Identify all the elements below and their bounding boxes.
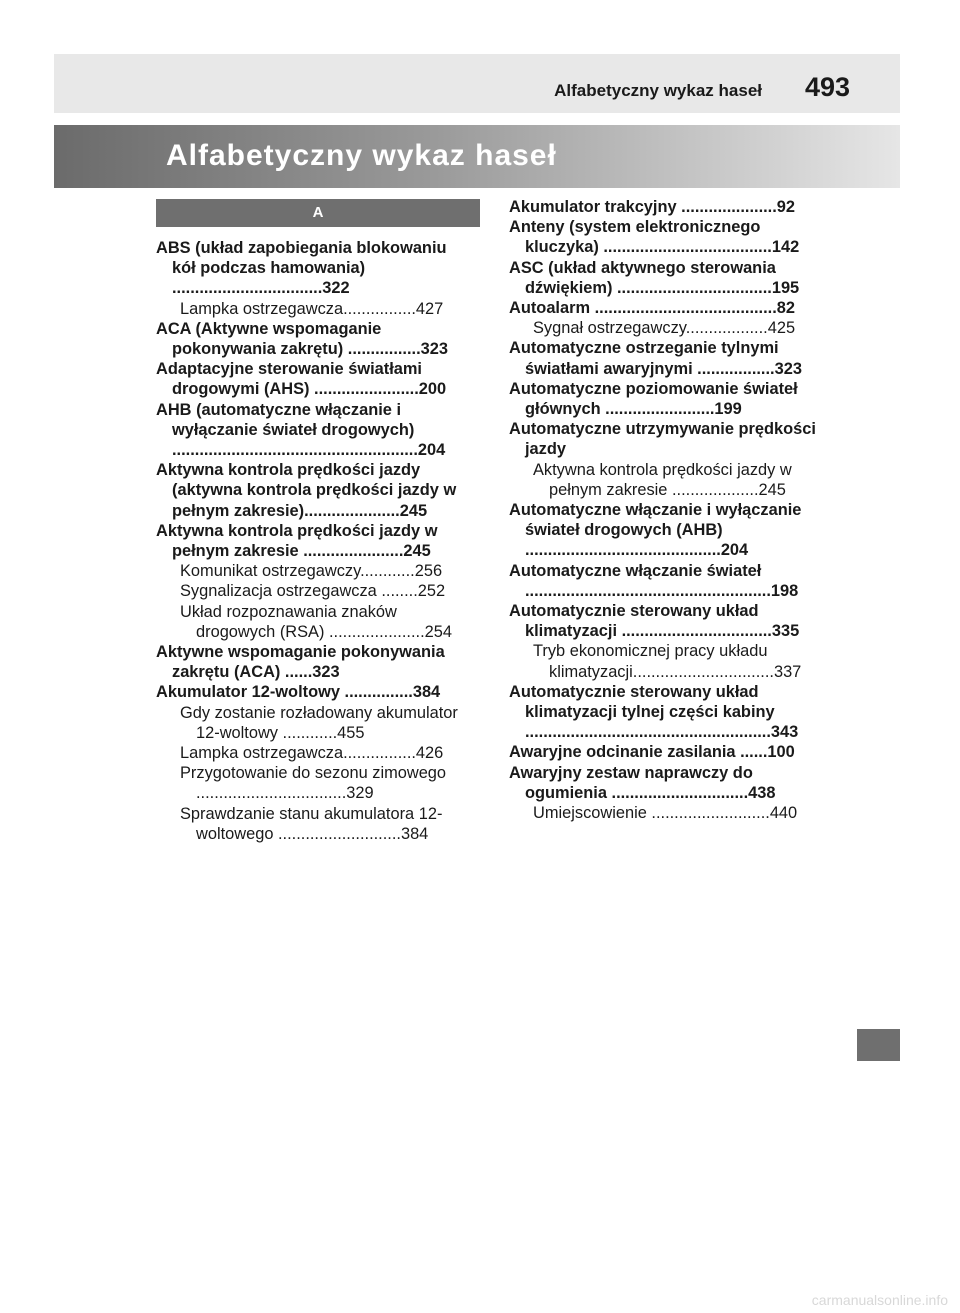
index-entry: Aktywna kontrola prędkości jazdy w pełnym zakresie ......................245 — [156, 521, 438, 561]
watermark: carmanualsonline.info — [811, 1292, 948, 1308]
banner-title: Alfabetyczny wykaz haseł — [166, 139, 557, 172]
index-entry: ABS (układ zapobiegania blokowaniu kół podczas hamowania) .................................322 — [156, 239, 447, 298]
index-entry: ACA (Aktywne wspomaganie pokonywania zakrętu) ................323 — [156, 319, 448, 359]
index-entry: Adaptacyjne sterowanie światłami drogowymi (AHS) .......................200 — [156, 360, 447, 399]
index-entry: Awaryjne odcinanie zasilania ......100 — [509, 743, 795, 762]
index-subentry: Komunikat ostrzegawczy............256 — [180, 562, 443, 581]
index-entry: Awaryjny zestaw naprawczy do ogumienia ..............................438 — [509, 763, 776, 802]
index-subentry: Sygnał ostrzegawczy..................425 — [533, 319, 796, 338]
index-entry: Autoalarm ........................................82 — [509, 299, 795, 318]
index-subentry: Aktywna kontrola prędkości jazdy w pełnym zakresie ...................245 — [533, 460, 792, 499]
header-title: Alfabetyczny wykaz haseł — [554, 81, 762, 100]
index-entry: Automatycznie sterowany układ klimatyzacji .................................335 — [509, 602, 800, 641]
index-entry: Aktywne wspomaganie pokonywania zakrętu (ACA) ......323 — [156, 643, 445, 682]
index-entry: Aktywna kontrola prędkości jazdy (aktywna kontrola prędkości jazdy w pełnym zakresie).....................245 — [156, 461, 457, 520]
index-subentry: Tryb ekonomicznej pracy układu klimatyzacji...............................337 — [533, 642, 802, 681]
index-entry: Automatyczne poziomowanie świateł głównych ........................199 — [509, 379, 798, 419]
index-entry: Automatycznie sterowany układ klimatyzacji tylnej części kabiny ......................................................343 — [509, 682, 799, 742]
index-subentry: Układ rozpoznawania znaków drogowych (RSA) .....................254 — [180, 602, 452, 641]
section-letter-bar: A — [156, 199, 480, 227]
index-column-left — [156, 238, 472, 844]
index-entry: Akumulator trakcyjny .....................92 — [509, 198, 796, 216]
index-subentry: Sygnalizacja ostrzegawcza ........252 — [180, 582, 446, 601]
index-entry: Automatyczne włączanie świateł ......................................................198 — [509, 561, 799, 600]
index-subentry: Umiejscowienie ..........................440 — [533, 804, 798, 823]
page-number: 493 — [804, 72, 850, 102]
index-entry: Automatyczne ostrzeganie tylnymi światłami awaryjnymi .................323 — [509, 339, 802, 378]
index-subentry: Lampka ostrzegawcza................427 — [180, 299, 444, 318]
index-entry: Automatyczne utrzymywanie prędkości jazdy — [509, 420, 816, 459]
index-entry: ASC (układ aktywnego sterowania dźwiękiem) ..................................195 — [509, 258, 800, 297]
index-entry: Anteny (system elektronicznego kluczyka) .....................................142 — [509, 218, 800, 257]
index-subentry: Lampka ostrzegawcza................426 — [180, 744, 444, 763]
index-subentry: Sprawdzanie stanu akumulatora 12-woltowego ...........................384 — [180, 804, 443, 843]
index-entry: Akumulator 12-woltowy ...............384 — [156, 683, 441, 702]
index-entry: Automatyczne włączanie i wyłączanie świateł drogowych (AHB) ...........................................204 — [509, 501, 802, 560]
thumb-index-tab — [857, 1029, 900, 1061]
index-subentry: Gdy zostanie rozładowany akumulator 12-woltowy ............455 — [180, 703, 458, 742]
page-header — [54, 54, 900, 113]
index-subentry: Przygotowanie do sezonu zimowego .................................329 — [180, 764, 447, 803]
index-entry: AHB (automatyczne włączanie i wyłączanie świateł drogowych) ......................................................204 — [156, 400, 446, 460]
index-banner — [54, 125, 900, 188]
index-column-right — [509, 197, 825, 823]
